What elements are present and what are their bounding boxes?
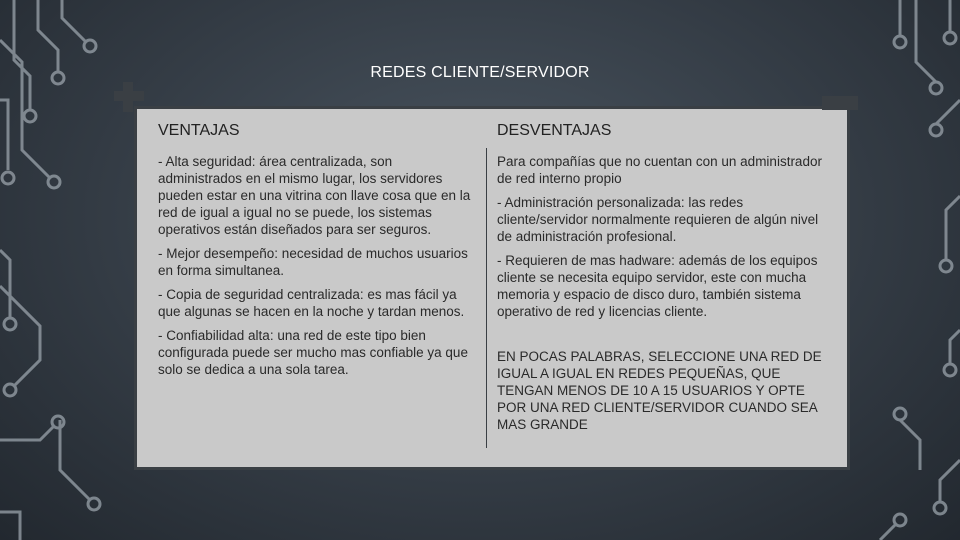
slide-title: REDES CLIENTE/SERVIDOR <box>370 64 590 81</box>
summary-text: EN POCAS PALABRAS, SELECCIONE UNA RED DE IGUAL A IGUAL EN REDES PEQUEÑAS, QUE TENGAN MENOS DE 10 A 15 USUARIOS Y OPTE POR UNA RED CLIENTE/SERVIDOR CUANDO SEA MAS GRANDE <box>497 349 822 432</box>
ventaja-item: - Alta seguridad: área centralizada, son administrados en el mismo lugar, los servidores pueden estar en una vitrina con llave cosa que en la red de igual a igual no se puede, los sistemas operativos están diseñados para ser seguros. <box>158 154 471 237</box>
ventaja-item: - Confiabilidad alta: una red de este tipo bien configurada puede ser mucho mas confiable ya que solo se dedica a una sola tarea. <box>158 328 468 377</box>
ventajas-heading: VENTAJAS <box>158 122 240 139</box>
ventaja-item: - Copia de seguridad centralizada: es mas fácil ya que algunas se hacen en la noche y tardan menos. <box>158 287 465 319</box>
desventajas-heading: DESVENTAJAS <box>497 122 612 139</box>
ventajas-column <box>158 122 478 385</box>
desventaja-item: - Requieren de mas hadware: además de los equipos cliente se necesita equipo servidor, este con mucha memoria y espacio de disco duro, también sistema operativo de red y licencias cliente. <box>497 253 818 319</box>
corner-bar-decoration <box>822 96 858 110</box>
desventaja-item: Para compañías que no cuentan con un administrador de red interno propio <box>497 154 822 186</box>
desventajas-column <box>497 122 827 440</box>
desventaja-item: - Administración personalizada: las redes cliente/servidor normalmente requieren de algún nivel de administración profesional. <box>497 195 819 244</box>
column-divider <box>486 148 487 448</box>
corner-plus-decoration <box>114 82 144 112</box>
ventaja-item: - Mejor desempeño: necesidad de muchos usuarios en forma simultanea. <box>158 246 468 278</box>
